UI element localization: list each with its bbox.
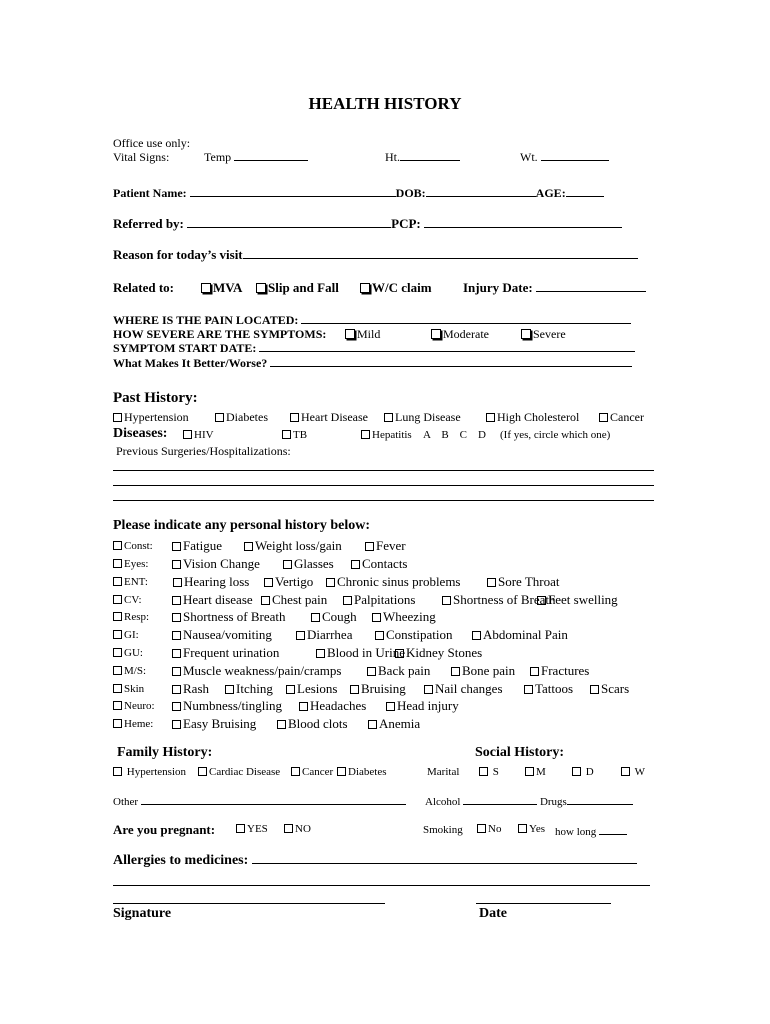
symptom-label: Frequent urination: [183, 645, 280, 660]
symptom-label: Nail changes: [435, 681, 503, 696]
system-checkbox[interactable]: [113, 647, 143, 659]
system-label: Skin: [124, 683, 145, 695]
past-heart-disease-checkbox[interactable]: Heart Disease: [290, 410, 368, 425]
checkbox-icon: [215, 413, 224, 422]
checkbox-icon: [113, 666, 122, 675]
symptom-label: Shortness of Breath: [453, 592, 556, 607]
checkbox-icon: [113, 767, 122, 776]
checkbox-icon: [361, 430, 370, 439]
family-other-field[interactable]: [113, 794, 406, 808]
symptom-checkbox[interactable]: [172, 592, 253, 608]
symptom-checkbox[interactable]: [487, 574, 560, 590]
symptom-label: Scars: [601, 681, 630, 696]
past-high-cholesterol-checkbox[interactable]: High Cholesterol: [486, 410, 579, 425]
symptom-checkbox[interactable]: [395, 645, 482, 661]
checkbox-icon: [518, 824, 527, 833]
checkbox-icon: [316, 649, 325, 658]
reason-field[interactable]: [113, 247, 638, 263]
symptom-label: Lesions: [297, 681, 338, 696]
symptom-checkbox[interactable]: [225, 681, 273, 697]
checkbox-icon: [113, 612, 122, 621]
system-checkbox[interactable]: [113, 594, 142, 606]
checkbox-icon: [386, 702, 395, 711]
severity-label: HOW SEVERE ARE THE SYMPTOMS:: [113, 327, 327, 341]
diseases-label: Diseases:: [113, 426, 168, 441]
symptom-checkbox[interactable]: [367, 663, 430, 679]
system-checkbox[interactable]: [113, 576, 148, 588]
symptom-label: Head injury: [397, 698, 459, 713]
symptom-checkbox[interactable]: [172, 663, 341, 679]
checkbox-icon: [113, 541, 122, 550]
checkbox-icon: [172, 649, 181, 658]
age-label: AGE: [535, 186, 562, 200]
symptom-label: Anemia: [379, 716, 421, 731]
symptom-checkbox[interactable]: [351, 556, 408, 572]
symptom-label: Abdominal Pain: [483, 627, 568, 642]
symptom-checkbox[interactable]: [244, 538, 342, 554]
reason-label: Reason for today’s visit: [113, 247, 243, 262]
date-label: Date: [479, 906, 507, 921]
system-label: Const:: [124, 540, 153, 552]
checkbox-icon: [282, 430, 291, 439]
patient-name-field[interactable]: Patient Name: DOB: AGE:: [113, 186, 604, 201]
symptom-label: Fractures: [541, 663, 590, 678]
checkbox-icon: [345, 329, 355, 339]
alcohol-label: Alcohol: [425, 796, 461, 808]
signature-line[interactable]: [113, 903, 385, 904]
allergies-line-2[interactable]: [113, 885, 650, 886]
symptom-label: Tattoos: [535, 681, 574, 696]
checkbox-icon: [524, 685, 533, 694]
symptom-label: Blood clots: [288, 716, 348, 731]
wt-label: Wt.: [520, 150, 538, 164]
checkbox-icon: [286, 685, 295, 694]
symptom-label: Muscle weakness/pain/cramps: [183, 663, 342, 678]
symptom-checkbox[interactable]: [375, 627, 452, 643]
symptom-label: Chest pain: [272, 592, 328, 607]
symptom-checkbox[interactable]: [372, 609, 436, 625]
symptom-label: Palpitations: [354, 592, 416, 607]
symptom-checkbox[interactable]: [472, 627, 568, 643]
hepatitis-note: (If yes, circle which one): [500, 429, 611, 441]
family-history-heading: Family History:: [117, 745, 213, 760]
surgeries-line-2[interactable]: [113, 485, 654, 486]
temp-field[interactable]: [204, 150, 308, 165]
other-label: Other: [113, 796, 139, 808]
dob-label: DOB: [395, 186, 422, 200]
system-label: GU:: [124, 647, 143, 659]
symptom-label: Heart disease: [183, 592, 253, 607]
symptom-label: Bruising: [361, 681, 406, 696]
system-label: M/S:: [124, 665, 147, 677]
symptom-checkbox[interactable]: [286, 681, 337, 697]
checkbox-icon: [113, 595, 122, 604]
symptom-checkbox[interactable]: [299, 698, 366, 714]
symptom-start-label: SYMPTOM START DATE:: [113, 341, 257, 355]
better-worse-field[interactable]: [113, 356, 632, 371]
checkbox-icon: [244, 542, 253, 551]
checkbox-icon: [299, 702, 308, 711]
symptom-label: Chronic sinus problems: [337, 574, 461, 589]
how-long-label: how long: [555, 826, 597, 838]
marital-m-checkbox[interactable]: M: [525, 766, 546, 778]
symptom-label: Blood in Urine: [327, 645, 405, 660]
checkbox-icon: [351, 560, 360, 569]
family-diabetes-checkbox[interactable]: Diabetes: [337, 766, 386, 778]
checkbox-icon: [372, 613, 381, 622]
symptom-label: Fever: [376, 538, 406, 553]
injury-date-label: Injury Date: [463, 280, 529, 295]
family-hypertension-checkbox[interactable]: Hypertension: [113, 766, 186, 778]
severity-mild-checkbox[interactable]: Mild: [345, 327, 380, 342]
checkbox-icon: [296, 631, 305, 640]
temp-label: Temp: [204, 150, 232, 164]
system-label: GI:: [124, 629, 139, 641]
checkbox-icon: [172, 667, 181, 676]
symptom-checkbox[interactable]: [172, 698, 282, 714]
symptom-label: Vision Change: [183, 556, 260, 571]
severity-severe-checkbox[interactable]: Severe: [521, 327, 566, 342]
surgeries-line-3[interactable]: [113, 500, 654, 501]
system-checkbox[interactable]: [113, 558, 148, 570]
past-history-heading: Past History:: [113, 390, 198, 406]
checkbox-icon: [477, 824, 486, 833]
office-use-label: Office use only:: [113, 136, 191, 150]
checkbox-icon: [486, 413, 495, 422]
mva-checkbox[interactable]: MVA: [201, 280, 242, 296]
checkbox-icon: [256, 283, 266, 293]
symptom-label: Wheezing: [383, 609, 436, 624]
wc-claim-checkbox[interactable]: W/C claim: [360, 280, 432, 296]
symptom-label: Bone pain: [462, 663, 516, 678]
symptom-start-field[interactable]: [113, 341, 635, 356]
symptom-checkbox[interactable]: [296, 627, 352, 643]
checkbox-icon: [451, 667, 460, 676]
checkbox-icon: [537, 596, 546, 605]
pregnant-yes-checkbox[interactable]: YES: [236, 823, 268, 835]
checkbox-icon: [360, 283, 370, 293]
checkbox-icon: [487, 578, 496, 587]
checkbox-icon: [172, 720, 181, 729]
checkbox-icon: [225, 685, 234, 694]
past-lung-disease-checkbox[interactable]: Lung Disease: [384, 410, 461, 425]
how-long-field[interactable]: [555, 824, 627, 838]
past-diabetes-checkbox[interactable]: Diabetes: [215, 410, 268, 425]
symptom-checkbox[interactable]: [172, 681, 209, 697]
symptom-checkbox[interactable]: [424, 681, 503, 697]
symptom-label: Feet swelling: [548, 592, 618, 607]
patient-name-label: Patient Name: [113, 186, 183, 200]
checkbox-icon: [442, 596, 451, 605]
date-line[interactable]: [476, 903, 611, 904]
page-title: HEALTH HISTORY: [308, 94, 462, 113]
checkbox-icon: [337, 767, 346, 776]
checkbox-icon: [375, 631, 384, 640]
symptom-checkbox[interactable]: [283, 556, 334, 572]
checkbox-icon: [113, 684, 122, 693]
vital-signs-label: Vital Signs:: [113, 150, 170, 164]
social-history-heading: Social History:: [475, 745, 565, 760]
checkbox-icon: [367, 667, 376, 676]
marital-d-checkbox[interactable]: D: [572, 766, 594, 778]
symptom-checkbox[interactable]: [326, 574, 461, 590]
checkbox-icon: [113, 630, 122, 639]
pain-location-label: WHERE IS THE PAIN LOCATED:: [113, 313, 299, 327]
symptom-checkbox[interactable]: [316, 645, 405, 661]
checkbox-icon: [261, 596, 270, 605]
symptom-label: Rash: [183, 681, 209, 696]
alcohol-field[interactable]: [425, 794, 633, 808]
system-checkbox[interactable]: [113, 683, 144, 695]
family-cancer-checkbox[interactable]: Cancer: [291, 766, 333, 778]
symptom-label: Kidney Stones: [406, 645, 483, 660]
checkbox-icon: [290, 413, 299, 422]
symptom-checkbox[interactable]: [368, 716, 420, 732]
checkbox-icon: [172, 613, 181, 622]
symptom-label: Vertigo: [275, 574, 314, 589]
symptom-label: Headaches: [310, 698, 367, 713]
past-cancer-checkbox[interactable]: Cancer: [599, 410, 644, 425]
symptom-checkbox[interactable]: [524, 681, 573, 697]
checkbox-icon: [530, 667, 539, 676]
symptom-label: Fatigue: [183, 538, 222, 553]
symptom-checkbox[interactable]: [530, 663, 589, 679]
system-label: Neuro:: [124, 700, 155, 712]
checkbox-icon: [283, 560, 292, 569]
checkbox-icon: [621, 767, 630, 776]
symptom-label: Nausea/vomiting: [183, 627, 272, 642]
checkbox-icon: [284, 824, 293, 833]
system-checkbox[interactable]: [113, 718, 153, 730]
marital-s-checkbox[interactable]: S: [479, 766, 499, 778]
symptom-checkbox[interactable]: [311, 609, 357, 625]
symptom-checkbox[interactable]: [173, 574, 249, 590]
symptom-checkbox[interactable]: [172, 716, 256, 732]
symptom-label: Easy Bruising: [183, 716, 257, 731]
checkbox-icon: [365, 542, 374, 551]
checkbox-icon: [264, 578, 273, 587]
injury-date-field[interactable]: Injury Date:: [463, 280, 646, 296]
pregnant-label: Are you pregnant:: [113, 822, 216, 837]
system-checkbox[interactable]: [113, 665, 146, 677]
checkbox-icon: [350, 685, 359, 694]
referred-by-field[interactable]: [113, 216, 622, 232]
past-hypertension-checkbox[interactable]: Hypertension: [113, 410, 189, 425]
checkbox-icon: [599, 413, 608, 422]
symptom-checkbox[interactable]: [264, 574, 313, 590]
slip-fall-checkbox[interactable]: Slip and Fall: [256, 280, 339, 296]
checkbox-icon: [590, 685, 599, 694]
system-label: Heme:: [124, 718, 154, 730]
weight-field[interactable]: [520, 150, 609, 165]
symptom-checkbox[interactable]: [172, 609, 286, 625]
symptom-checkbox[interactable]: [172, 645, 279, 661]
checkbox-icon: [291, 767, 300, 776]
symptom-label: Diarrhea: [307, 627, 353, 642]
better-worse-label: What Makes It Better/Worse?: [113, 356, 268, 370]
checkbox-icon: [201, 283, 211, 293]
symptom-label: Back pain: [378, 663, 431, 678]
symptom-label: Glasses: [294, 556, 334, 571]
symptom-checkbox[interactable]: [172, 627, 272, 643]
checkbox-icon: [172, 542, 181, 551]
checkbox-icon: [183, 430, 192, 439]
referred-by-label: Referred by:: [113, 216, 184, 231]
severity-moderate-checkbox[interactable]: Moderate: [431, 327, 489, 342]
checkbox-icon: [113, 559, 122, 568]
checkbox-icon: [368, 720, 377, 729]
checkbox-icon: [113, 719, 122, 728]
surgeries-line-1[interactable]: [113, 470, 654, 471]
smoking-label: Smoking: [423, 824, 463, 836]
symptom-label: Shortness of Breath: [183, 609, 286, 624]
system-checkbox[interactable]: [113, 629, 139, 641]
system-checkbox[interactable]: [113, 540, 153, 552]
checkbox-icon: [173, 578, 182, 587]
system-label: Resp:: [124, 611, 150, 623]
checkbox-icon: [424, 685, 433, 694]
checkbox-icon: [113, 701, 122, 710]
symptom-checkbox[interactable]: [537, 592, 618, 608]
checkbox-icon: [343, 596, 352, 605]
checkbox-icon: [479, 767, 488, 776]
marital-w-checkbox[interactable]: W: [621, 766, 645, 778]
drugs-label: Drugs: [539, 796, 567, 808]
surgeries-label: Previous Surgeries/Hospitalizations:: [116, 444, 291, 458]
symptom-label: Itching: [236, 681, 273, 696]
system-label: Eyes:: [124, 558, 149, 570]
symptom-label: Weight loss/gain: [255, 538, 342, 553]
checkbox-icon: [236, 824, 245, 833]
pain-location-field[interactable]: [113, 313, 631, 328]
checkbox-icon: [572, 767, 581, 776]
system-label: ENT:: [124, 576, 148, 588]
checkbox-icon: [525, 767, 534, 776]
checkbox-icon: [326, 578, 335, 587]
symptom-checkbox[interactable]: [261, 592, 327, 608]
marital-label: Marital: [427, 766, 460, 778]
allergies-field[interactable]: [113, 853, 637, 869]
checkbox-icon: [172, 685, 181, 694]
symptom-checkbox[interactable]: [172, 556, 260, 572]
pregnant-no-checkbox[interactable]: NO: [284, 823, 311, 835]
height-field[interactable]: [385, 150, 460, 165]
past-hiv-checkbox[interactable]: HIV: [183, 429, 214, 441]
checkbox-icon: [172, 631, 181, 640]
past-tb-checkbox[interactable]: TB: [282, 429, 307, 441]
past-hepatitis-checkbox[interactable]: Hepatitis: [361, 429, 412, 441]
system-label: CV:: [124, 594, 142, 606]
symptom-checkbox[interactable]: [386, 698, 459, 714]
checkbox-icon: [113, 577, 122, 586]
checkbox-icon: [472, 631, 481, 640]
checkbox-icon: [172, 596, 181, 605]
system-checkbox[interactable]: [113, 700, 155, 712]
symptom-checkbox[interactable]: [277, 716, 348, 732]
family-cardiac-checkbox[interactable]: Cardiac Disease: [198, 766, 280, 778]
symptom-checkbox[interactable]: [172, 538, 222, 554]
symptom-checkbox[interactable]: [590, 681, 629, 697]
symptom-label: Cough: [322, 609, 357, 624]
smoking-yes-checkbox[interactable]: Yes: [518, 823, 545, 835]
checkbox-icon: [277, 720, 286, 729]
checkbox-icon: [172, 560, 181, 569]
symptom-checkbox[interactable]: [343, 592, 415, 608]
symptom-label: Constipation: [386, 627, 453, 642]
symptom-checkbox[interactable]: [451, 663, 515, 679]
checkbox-icon: [521, 329, 531, 339]
signature-label: Signature: [113, 906, 172, 921]
symptom-label: Numbness/tingling: [183, 698, 282, 713]
checkbox-icon: [384, 413, 393, 422]
checkbox-icon: [113, 648, 122, 657]
related-to-label: Related to:: [113, 280, 175, 295]
checkbox-icon: [395, 649, 404, 658]
symptom-label: Hearing loss: [184, 574, 250, 589]
allergies-label: Allergies to medicines:: [113, 853, 249, 868]
checkbox-icon: [172, 702, 181, 711]
checkbox-icon: [198, 767, 207, 776]
checkbox-icon: [113, 413, 122, 422]
symptom-checkbox[interactable]: [350, 681, 406, 697]
ht-label: Ht.: [385, 150, 400, 164]
symptom-label: Sore Throat: [498, 574, 560, 589]
hepatitis-type-options[interactable]: A B C D: [423, 429, 486, 441]
symptom-label: Contacts: [362, 556, 408, 571]
pcp-label: PCP:: [391, 216, 421, 231]
smoking-no-checkbox[interactable]: No: [477, 823, 501, 835]
symptom-checkbox[interactable]: [365, 538, 406, 554]
checkbox-icon: [431, 329, 441, 339]
system-checkbox[interactable]: [113, 611, 149, 623]
checkbox-icon: [311, 613, 320, 622]
personal-history-heading: Please indicate any personal history below:: [113, 518, 371, 533]
